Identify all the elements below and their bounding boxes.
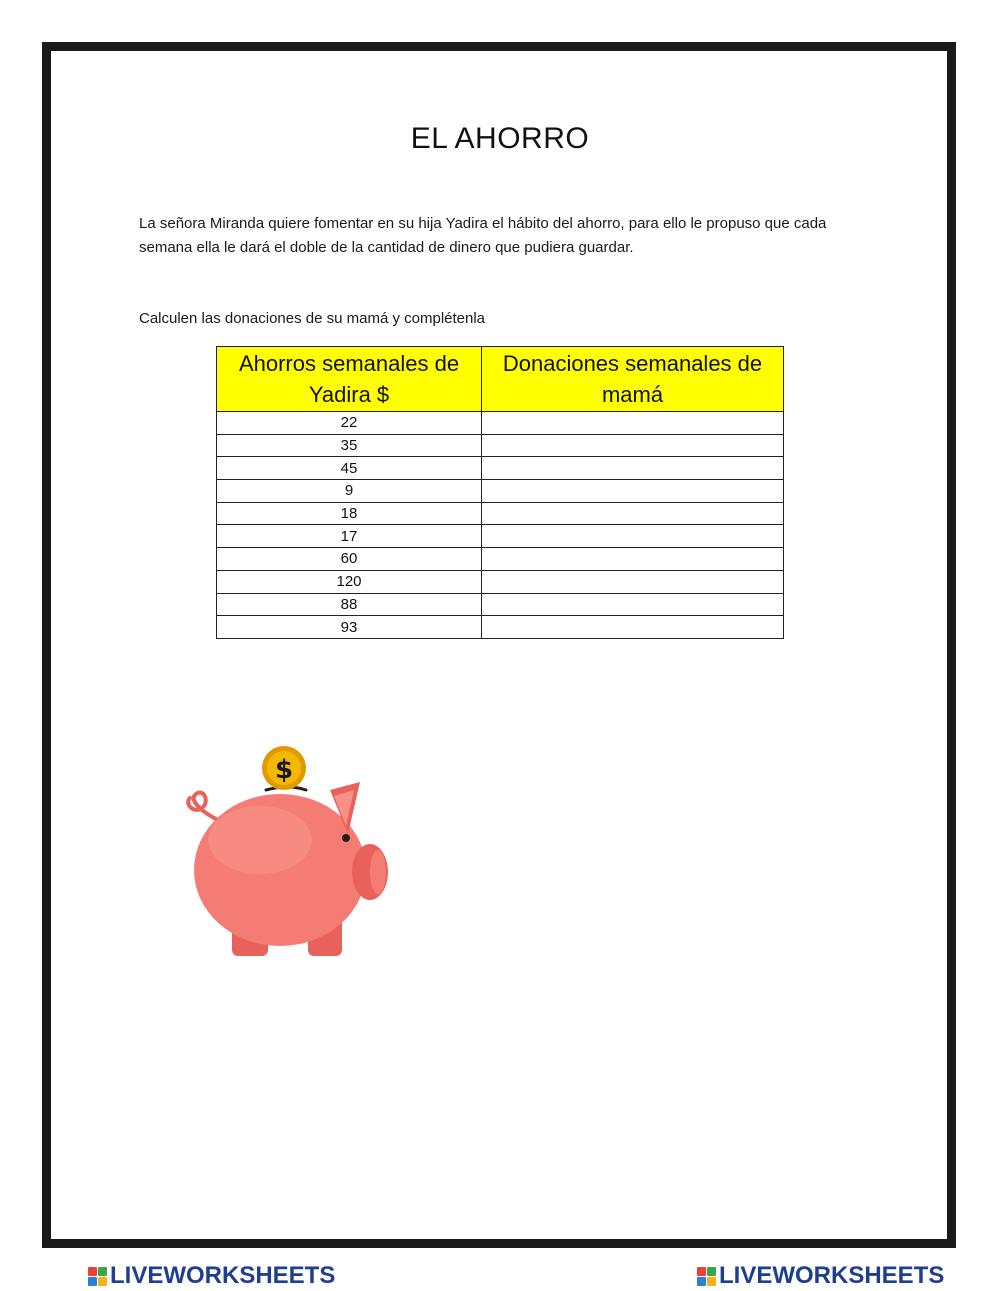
donation-answer-cell[interactable] <box>482 502 784 525</box>
intro-paragraph: La señora Miranda quiere fomentar en su hija Yadira el hábito del ahorro, para ello le propuso que cada semana ella le dará el doble de la cantidad de dinero que pudiera guardar. <box>139 215 827 256</box>
brand-logo-left <box>88 1262 335 1290</box>
brand-name: LIVEWORKSHEETS <box>110 1262 336 1289</box>
liveworksheets-logo-icon <box>697 1267 716 1286</box>
donation-answer-cell[interactable] <box>482 480 784 503</box>
table-row <box>217 502 784 525</box>
page-title: EL AHORRO <box>410 122 590 155</box>
savings-cell: 35 <box>217 434 482 457</box>
table-row <box>217 457 784 480</box>
pig-tail <box>188 793 218 820</box>
table-row <box>217 480 784 503</box>
savings-cell: 93 <box>217 616 482 639</box>
donation-answer-cell[interactable] <box>482 570 784 593</box>
coin-dollar-sign: $ <box>274 755 294 785</box>
brand-name: LIVEWORKSHEETS <box>719 1262 945 1289</box>
table-row <box>217 434 784 457</box>
pig-body-highlight <box>208 806 312 874</box>
table-row <box>217 412 784 435</box>
pig-eye <box>342 834 350 842</box>
donation-answer-cell[interactable] <box>482 548 784 571</box>
savings-cell: 88 <box>217 593 482 616</box>
savings-cell: 9 <box>217 480 482 503</box>
donation-answer-cell[interactable] <box>482 434 784 457</box>
donation-answer-cell[interactable] <box>482 525 784 548</box>
piggy-bank-icon <box>180 742 395 962</box>
savings-cell: 60 <box>217 548 482 571</box>
donation-answer-cell[interactable] <box>482 616 784 639</box>
table-row <box>217 593 784 616</box>
pig-snout-tip <box>370 850 386 894</box>
table-row <box>217 525 784 548</box>
savings-cell: 120 <box>217 570 482 593</box>
table-header-row <box>217 347 784 412</box>
header-savings: Ahorros semanales de Yadira $ <box>217 347 482 412</box>
savings-cell: 18 <box>217 502 482 525</box>
table-row <box>217 570 784 593</box>
header-donations: Donaciones semanales de mamá <box>482 347 784 412</box>
instruction-text: Calculen las donaciones de su mamá y complétenla <box>139 310 486 327</box>
savings-table <box>216 346 784 639</box>
savings-cell: 17 <box>217 525 482 548</box>
liveworksheets-logo-icon <box>88 1267 107 1286</box>
brand-logo-right <box>697 1262 944 1290</box>
table-row <box>217 616 784 639</box>
table-row <box>217 548 784 571</box>
donation-answer-cell[interactable] <box>482 412 784 435</box>
donation-answer-cell[interactable] <box>482 457 784 480</box>
savings-cell: 22 <box>217 412 482 435</box>
donation-answer-cell[interactable] <box>482 593 784 616</box>
savings-cell: 45 <box>217 457 482 480</box>
